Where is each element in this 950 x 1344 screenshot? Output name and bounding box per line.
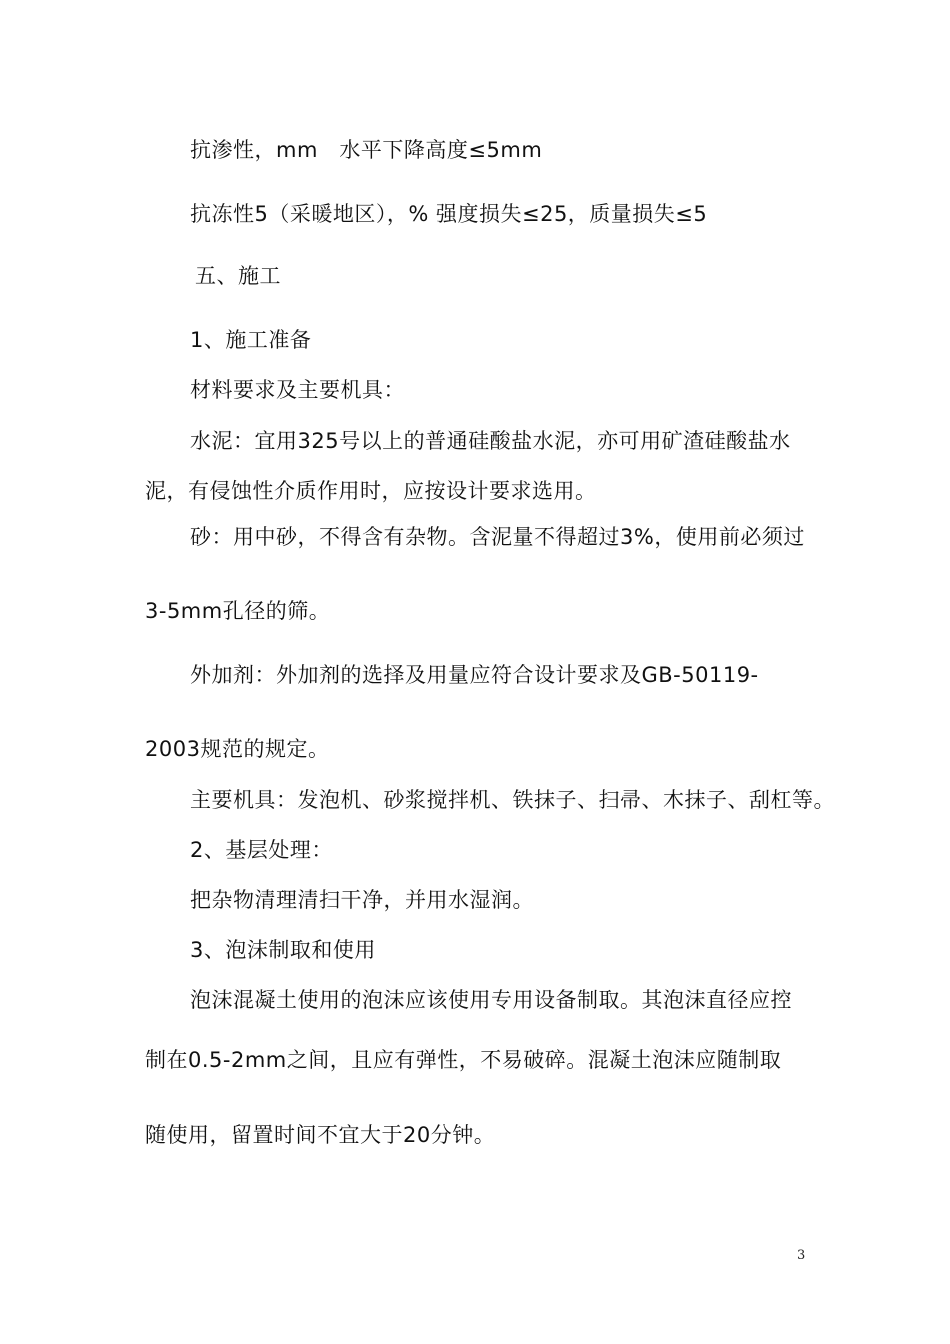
text-line-cleaning: 把杂物清理清扫干净，并用水湿润。 [190,888,534,912]
text-line-sand-1: 砂：用中砂，不得含有杂物。含泥量不得超过3%，使用前必须过 [190,525,805,549]
text-line-impermeability: 抗渗性，mm 水平下降高度≤5mm [190,138,543,162]
text-line-cement-1: 水泥：宜用325号以上的普通硅酸盐水泥，亦可用矿渣硅酸盐水 [190,429,791,453]
text-line-foam-3: 随使用，留置时间不宜大于20分钟。 [145,1123,496,1147]
text-line-machinery: 主要机具：发泡机、砂浆搅拌机、铁抹子、扫帚、木抹子、刮杠等。 [190,788,835,812]
text-line-materials: 材料要求及主要机具： [190,378,405,402]
text-line-foam-2: 制在0.5-2mm之间，且应有弹性，不易破碎。混凝土泡沫应随制取 [145,1048,782,1072]
subheading-preparation: 1、施工准备 [190,328,312,352]
text-line-sand-2: 3-5mm孔径的筛。 [145,599,331,623]
text-line-frost-resistance: 抗冻性5（采暖地区），% 强度损失≤25，质量损失≤5 [190,202,708,226]
text-line-additive-1: 外加剂：外加剂的选择及用量应符合设计要求及GB-50119- [190,663,759,687]
subheading-foam: 3、泡沫制取和使用 [190,938,376,962]
text-line-foam-1: 泡沫混凝土使用的泡沫应该使用专用设备制取。其泡沫直径应控 [190,988,792,1012]
section-heading-construction: 五、施工 [195,264,281,288]
text-line-additive-2: 2003规范的规定。 [145,737,330,761]
text-line-cement-2: 泥，有侵蚀性介质作用时，应按设计要求选用。 [145,479,597,503]
subheading-base-treatment: 2、基层处理： [190,838,333,862]
page-number: 3 [797,1248,806,1263]
